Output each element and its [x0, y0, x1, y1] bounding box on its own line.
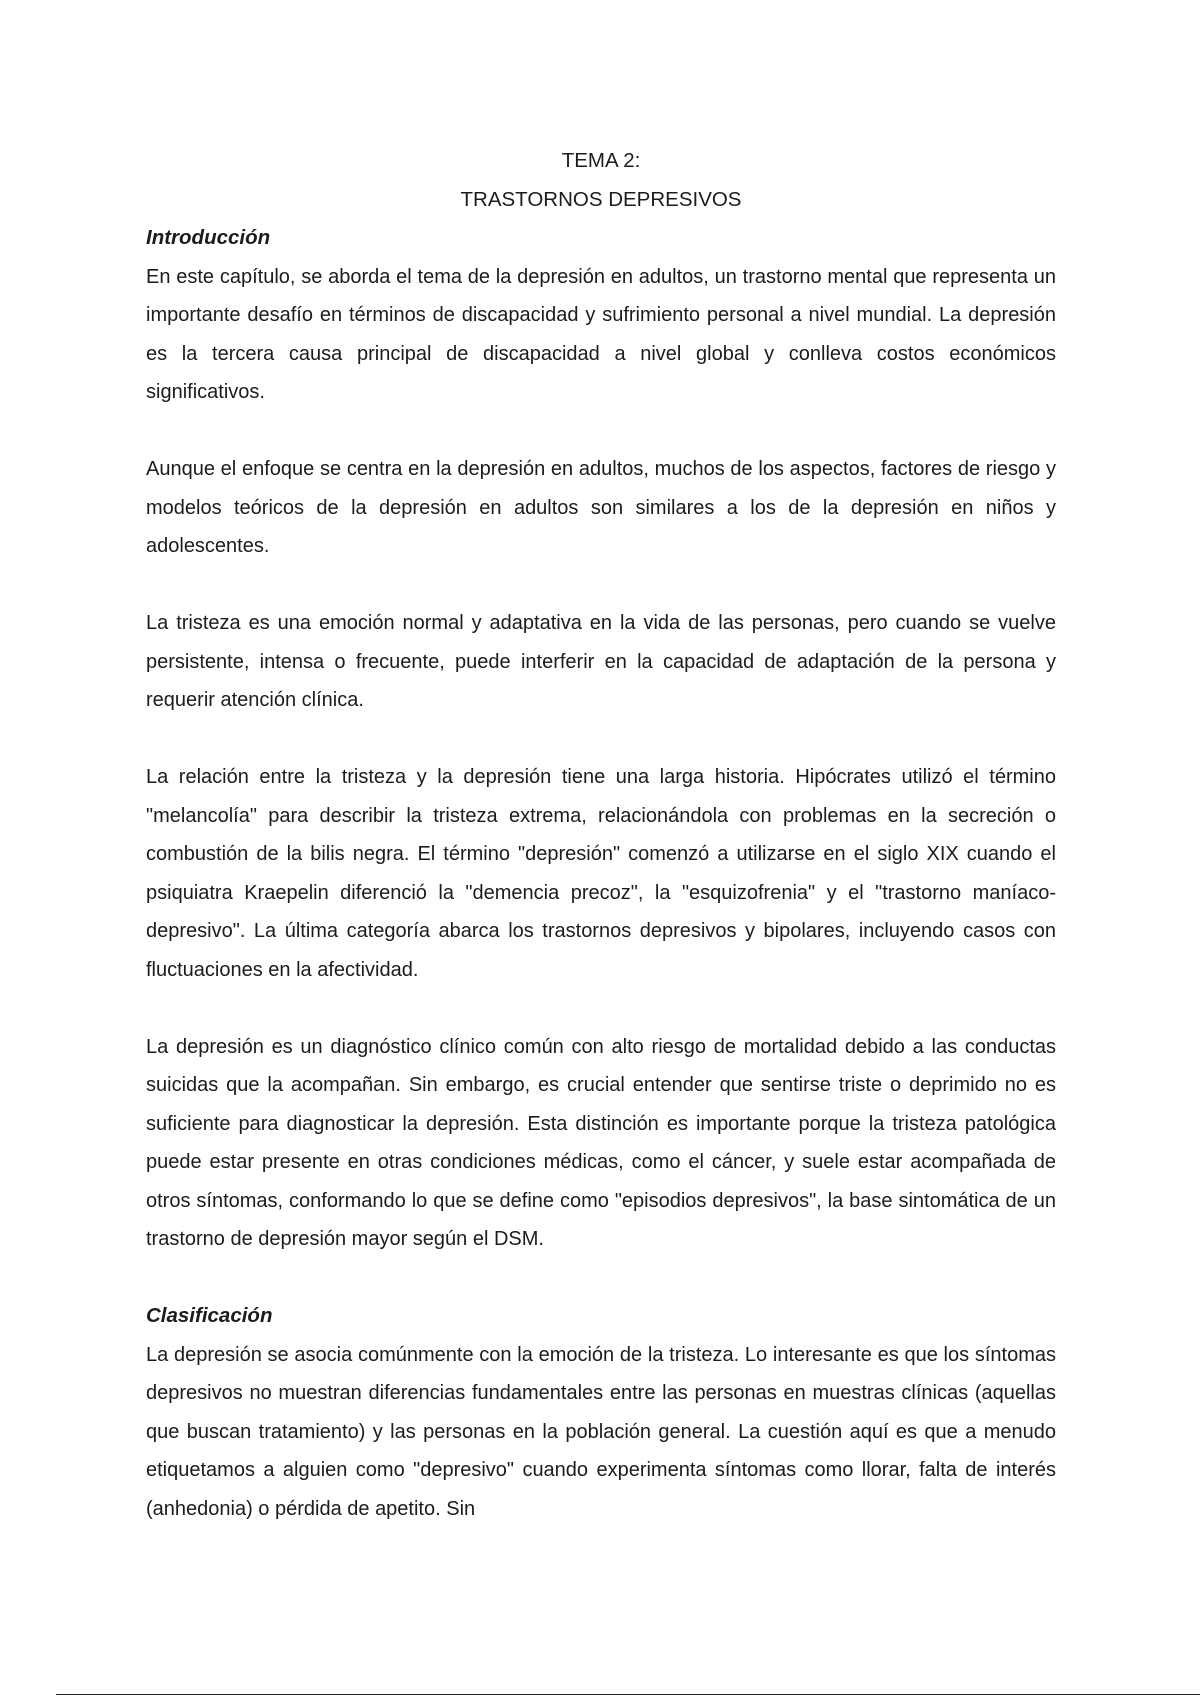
- document-body: [146, 142, 1056, 1528]
- title-line-1: TEMA 2:: [561, 149, 641, 172]
- paragraph: En este capítulo, se aborda el tema de la depresión en adultos, un trastorno mental que representa un importante desafío en términos de discapacidad y sufrimiento personal a nivel mundial. La depresión es la tercera causa principal de discapacidad a nivel global y conlleva costos económicos significativos.: [146, 265, 1056, 403]
- paragraph: La depresión es un diagnóstico clínico común con alto riesgo de mortalidad debido a las conductas suicidas que la acompañan. Sin embargo, es crucial entender que sentirse triste o deprimido no es suficiente para diagnosticar la depresión. Esta distinción es importante porque la tristeza patológica puede estar presente en otras condiciones médicas, como el cáncer, y suele estar acompañada de otros síntomas, conformando lo que se define como "episodios depresivos", la base sintomática de un trastorno de depresión mayor según el DSM.: [146, 1035, 1056, 1250]
- paragraph-spacer: [146, 720, 1056, 759]
- paragraph: Aunque el enfoque se centra en la depresión en adultos, muchos de los aspectos, factores de riesgo y modelos teóricos de la depresión en adultos son similares a los de la depresión en niños y adolescentes.: [146, 458, 1056, 557]
- paragraph-spacer: [146, 989, 1056, 1028]
- title-line-2: TRASTORNOS DEPRESIVOS: [460, 187, 742, 211]
- paragraph: La depresión se asocia comúnmente con la emoción de la tristeza. Lo interesante es que los síntomas depresivos no muestran diferencias fundamentales entre las personas en muestras clínicas (aquellas que buscan tratamiento) y las personas en la población general. La cuestión aquí es que a menudo etiquetamos a alguien como "depresivo" cuando experimenta síntomas como llorar, falta de interés (anhedonia) o pérdida de apetito. Sin: [146, 1343, 1056, 1520]
- section-heading-clasificacion: Clasificación: [146, 1304, 273, 1327]
- paragraph: La relación entre la tristeza y la depresión tiene una larga historia. Hipócrates utilizó el término "melancolía" para describir la tristeza extrema, relacionándola con problemas en la secreción o combustión de la bilis negra. El término "depresión" comenzó a utilizarse en el siglo XIX cuando el psiquiatra Kraepelin diferenció la "demencia precoz", la "esquizofrenia" y el "trastorno maníaco-depresivo". La última categoría abarca los trastornos depresivos y bipolares, incluyendo casos con fluctuaciones en la afectividad.: [146, 766, 1056, 981]
- section-heading-introduccion: Introducción: [146, 226, 271, 249]
- paragraph: La tristeza es una emoción normal y adaptativa en la vida de las personas, pero cuando se vuelve persistente, intensa o frecuente, puede interferir en la capacidad de adaptación de la persona y requerir atención clínica.: [146, 612, 1056, 711]
- paragraph-spacer: [146, 1259, 1056, 1298]
- footer-divider: [56, 1694, 1200, 1695]
- paragraph-spacer: [146, 566, 1056, 605]
- paragraph-spacer: [146, 412, 1056, 451]
